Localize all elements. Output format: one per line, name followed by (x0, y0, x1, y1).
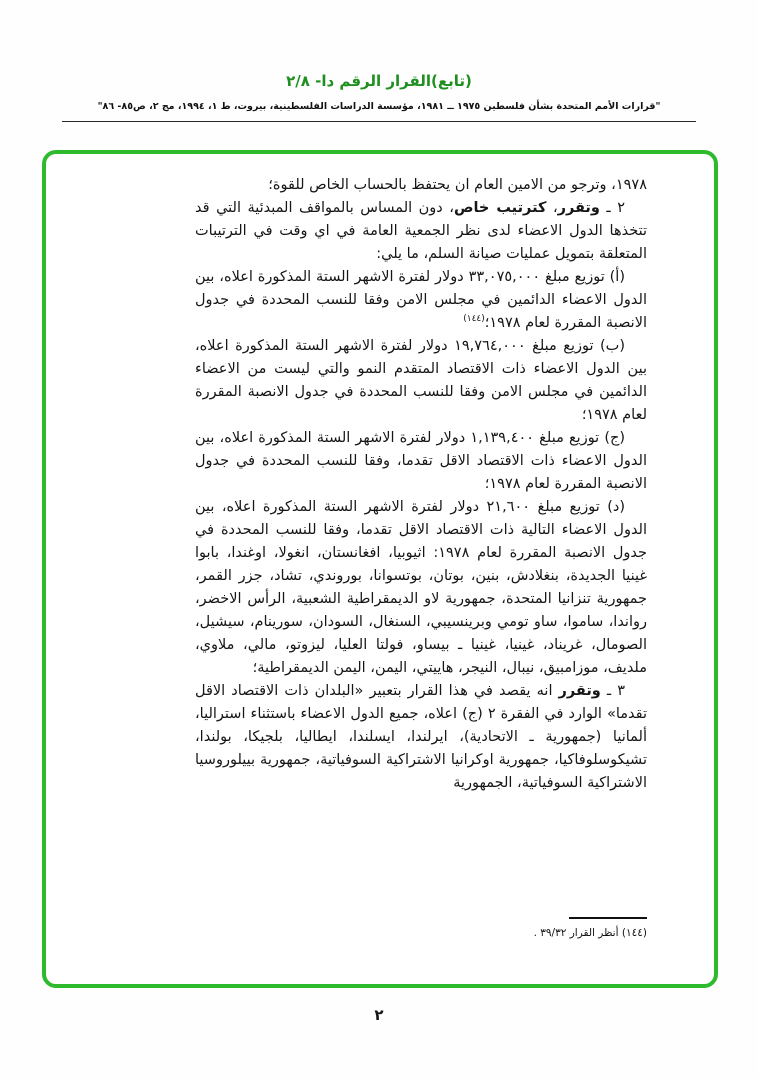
text-segment: (أ) توزيع مبلغ ٣٣,٠٧٥,٠٠٠ دولار لفترة الاشهر الستة المذكورة اعلاه، بين الدول الاعضاء الدائمين في مجلس الامن وفقا للنسب المحددة في جدول الانصبة المقررة لعام ١٩٧٨؛ (195, 269, 647, 331)
header-rule (62, 121, 696, 122)
text-segment: كترتيب خاص (453, 200, 547, 216)
text-segment: (ب) توزيع مبلغ ١٩,٧٦٤,٠٠٠ دولار لفترة الاشهر الستة المذكورة اعلاه، بين الدول الاعضاء ذات الاقتصاد المتقدم النمو والتي ليست من الاعضاء الدائمين في مجلس الامن وفقا للنسب المحددة في جدول الانصبة المقررة لعام ١٩٧٨؛ (195, 338, 647, 423)
paragraph-2 (195, 197, 647, 266)
paragraph-4 (195, 335, 647, 427)
text-segment: وتقرر (557, 200, 600, 216)
text-segment: ، دون المساس بالمواقف المبدئية التي قد تتخذها الدول الاعضاء لدى نظر الجمعية العامة في اي وقت في الترتيبات المتعلقة بتمويل عمليات صيانة السلم، ما يلي: (195, 200, 647, 262)
footnote-ref: (١٤٤) (463, 314, 485, 325)
paragraph-1 (195, 174, 647, 197)
text-segment: انه يقصد في هذا القرار بتعبير «البلدان ذات الاقتصاد الاقل تقدما» الوارد في الفقرة ٢ (ج) اعلاه، جميع الدول الاعضاء باستثناء استراليا، ألمانيا (جمهورية ـ الاتحادية)، ايرلندا، ايسلندا، ايطاليا، بلجيكا، بولندا، تشيكوسلوفاكيا، جمهورية اوكرانيا الاشتراكية السوفياتية، جمهورية بييلوروسيا الاشتراكية السوفياتية، الجمهورية (195, 683, 647, 791)
page-number: ٢ (374, 1006, 384, 1024)
resolution-text (195, 174, 647, 795)
text-segment: ١٩٧٨، وترجو من الامين العام ان يحتفظ بالحساب الخاص للقوة؛ (268, 177, 647, 193)
paragraph-3 (195, 266, 647, 335)
paragraph-7 (195, 680, 647, 795)
text-segment: وتقرر (558, 683, 601, 699)
source-citation: "قرارات الأمم المتحدة بشأن فلسطين ١٩٧٥ ــ ١٩٨١، مؤسسة الدراسات الفلسطينية، بيروت، ط ١، ١٩٩٤، مج ٢، ص٨٥- ٨٦" (97, 101, 661, 112)
text-segment: ٢ ـ (599, 200, 625, 216)
footnote: (١٤٤) أنظر القرار ٣٩/٣٢ . (533, 927, 647, 939)
text-segment: (ج) توزيع مبلغ ١,١٣٩,٤٠٠ دولار لفترة الاشهر الستة المذكورة اعلاه، بين الدول الاعضاء ذات الاقتصاد الاقل تقدما، وفقا للنسب المحددة في جدول الانصبة المقررة لعام ١٩٧٨؛ (195, 430, 647, 492)
text-segment: (د) توزيع مبلغ ٢١,٦٠٠ دولار لفترة الاشهر الستة المذكورة اعلاه، بين الدول الاعضاء التالية ذات الاقتصاد الاقل تقدما، وفقا للنسب المحددة في جدول الانصبة المقررة لعام ١٩٧٨: اثيوبيا، افغانستان، انغولا، اوغندا، بابوا غينيا الجديدة، بنغلادش، بنين، بوتان، بوتسوانا، بوروندي، تشاد، جزر القمر، جمهورية تنزانيا المتحدة، جمهورية لاو الديمقراطية الشعبية، الرأس الاخضر، رواندا، ساموا، ساو تومي وبرينسيبي، السنغال، السودان، سورينام، سيشيل، الصومال، غريناد، غينيا، غينيا ـ بيساو، فولتا العليا، ليزوتو، مالي، ملاوي، ملديف، موزامبيق، نيبال، النيجر، هاييتي، اليمن، اليمن الديمقراطية؛ (195, 499, 647, 676)
paragraph-5 (195, 427, 647, 496)
content-frame (42, 150, 718, 988)
text-segment: ٣ ـ (600, 683, 625, 699)
text-segment: ، (546, 200, 558, 216)
page-title: (تابع)القرار الرقم دا- ٢/٨ (286, 72, 472, 90)
paragraph-6 (195, 496, 647, 680)
footnote-rule (569, 917, 647, 919)
